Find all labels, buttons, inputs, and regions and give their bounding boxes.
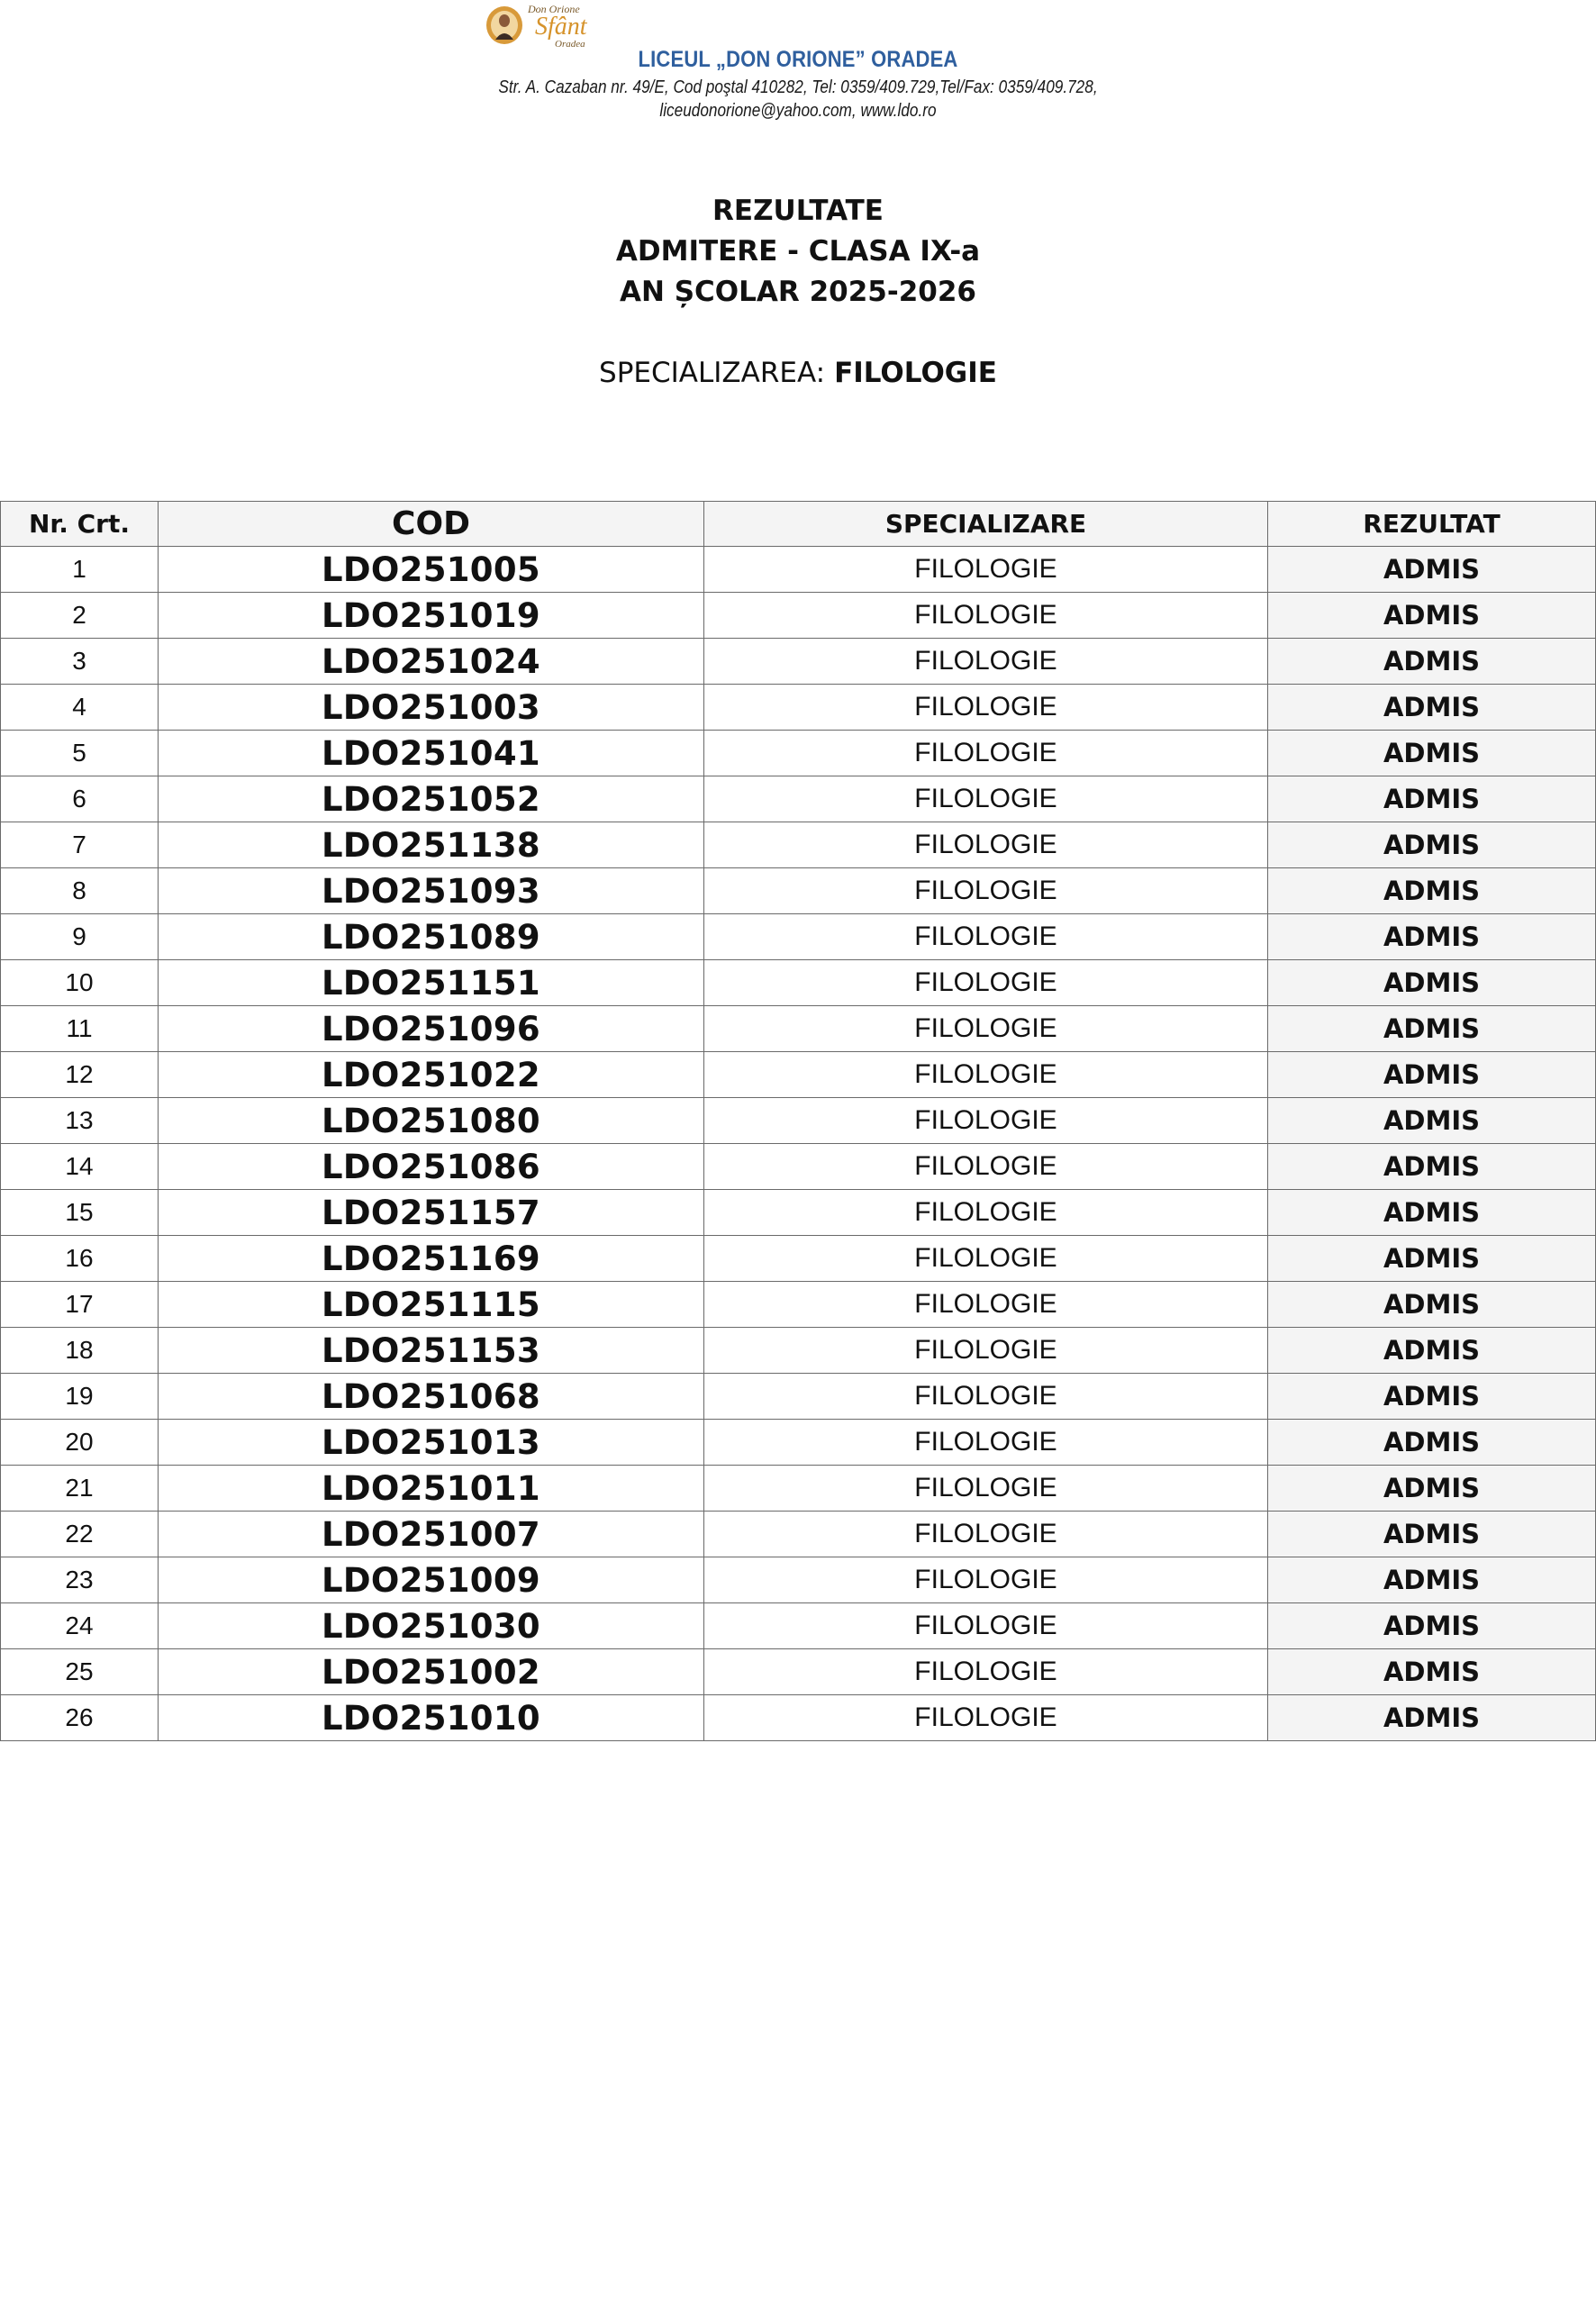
- school-address: Str. A. Cazaban nr. 49/E, Cod poştal 410282, Tel: 0359/409.729,Tel/Fax: 0359/409.728,: [498, 77, 1098, 97]
- row-result: ADMIS: [1268, 1420, 1596, 1466]
- candidate-code: LDO251157: [159, 1190, 704, 1236]
- candidate-code: LDO251138: [159, 822, 704, 868]
- row-result: ADMIS: [1268, 1557, 1596, 1603]
- logo-text-main: Sfânt: [535, 13, 587, 41]
- table-header-row: [1, 502, 1596, 547]
- row-result: ADMIS: [1268, 1512, 1596, 1557]
- candidate-code: LDO251153: [159, 1328, 704, 1374]
- table-row: [1, 868, 1596, 914]
- row-specialization: FILOLOGIE: [704, 914, 1268, 960]
- table-row: [1, 776, 1596, 822]
- row-result: ADMIS: [1268, 1006, 1596, 1052]
- row-specialization: FILOLOGIE: [704, 868, 1268, 914]
- table-row: [1, 822, 1596, 868]
- row-result: ADMIS: [1268, 547, 1596, 593]
- row-number: 12: [1, 1052, 159, 1098]
- row-specialization: FILOLOGIE: [704, 1236, 1268, 1282]
- row-number: 6: [1, 776, 159, 822]
- school-contact: liceudonorione@yahoo.com, www.ldo.ro: [659, 101, 937, 121]
- row-number: 2: [1, 593, 159, 639]
- row-number: 25: [1, 1649, 159, 1695]
- candidate-code: LDO251096: [159, 1006, 704, 1052]
- row-specialization: FILOLOGIE: [704, 1052, 1268, 1098]
- row-number: 18: [1, 1328, 159, 1374]
- candidate-code: LDO251151: [159, 960, 704, 1006]
- row-result: ADMIS: [1268, 1328, 1596, 1374]
- row-specialization: FILOLOGIE: [704, 776, 1268, 822]
- candidate-code: LDO251011: [159, 1466, 704, 1512]
- row-number: 13: [1, 1098, 159, 1144]
- row-result: ADMIS: [1268, 731, 1596, 776]
- row-number: 15: [1, 1190, 159, 1236]
- row-result: ADMIS: [1268, 639, 1596, 685]
- table-row: [1, 1420, 1596, 1466]
- table-row: [1, 1328, 1596, 1374]
- row-specialization: FILOLOGIE: [704, 731, 1268, 776]
- candidate-code: LDO251013: [159, 1420, 704, 1466]
- candidate-code: LDO251080: [159, 1098, 704, 1144]
- results-table-body: [1, 547, 1596, 1741]
- row-result: ADMIS: [1268, 868, 1596, 914]
- row-result: ADMIS: [1268, 822, 1596, 868]
- candidate-code: LDO251005: [159, 547, 704, 593]
- row-specialization: FILOLOGIE: [704, 1098, 1268, 1144]
- row-result: ADMIS: [1268, 1144, 1596, 1190]
- candidate-code: LDO251010: [159, 1695, 704, 1741]
- table-row: [1, 1144, 1596, 1190]
- document-subtitle: ADMITERE - CLASA IX-a: [615, 235, 981, 268]
- table-row: [1, 1098, 1596, 1144]
- row-number: 19: [1, 1374, 159, 1420]
- row-result: ADMIS: [1268, 1649, 1596, 1695]
- candidate-code: LDO251003: [159, 685, 704, 731]
- candidate-code: LDO251115: [159, 1282, 704, 1328]
- row-specialization: FILOLOGIE: [704, 1557, 1268, 1603]
- table-row: [1, 1557, 1596, 1603]
- row-number: 21: [1, 1466, 159, 1512]
- table-row: [1, 685, 1596, 731]
- table-row: [1, 1603, 1596, 1649]
- table-row: [1, 1190, 1596, 1236]
- row-number: 4: [1, 685, 159, 731]
- results-table: [0, 501, 1596, 1741]
- row-number: 22: [1, 1512, 159, 1557]
- row-result: ADMIS: [1268, 1374, 1596, 1420]
- row-specialization: FILOLOGIE: [704, 1006, 1268, 1052]
- table-row: [1, 593, 1596, 639]
- row-number: 8: [1, 868, 159, 914]
- row-result: ADMIS: [1268, 1190, 1596, 1236]
- specialization-line: [0, 357, 1596, 389]
- candidate-code: LDO251007: [159, 1512, 704, 1557]
- candidate-code: LDO251019: [159, 593, 704, 639]
- header-nr-crt: Nr. Crt.: [1, 502, 159, 547]
- row-specialization: FILOLOGIE: [704, 822, 1268, 868]
- row-number: 11: [1, 1006, 159, 1052]
- row-result: ADMIS: [1268, 914, 1596, 960]
- row-result: ADMIS: [1268, 1052, 1596, 1098]
- row-result: ADMIS: [1268, 1695, 1596, 1741]
- row-specialization: FILOLOGIE: [704, 1649, 1268, 1695]
- candidate-code: LDO251068: [159, 1374, 704, 1420]
- row-result: ADMIS: [1268, 1282, 1596, 1328]
- row-number: 24: [1, 1603, 159, 1649]
- specialization-value: FILOLOGIE: [834, 357, 997, 389]
- row-result: ADMIS: [1268, 960, 1596, 1006]
- candidate-code: LDO251024: [159, 639, 704, 685]
- candidate-code: LDO251002: [159, 1649, 704, 1695]
- table-row: [1, 731, 1596, 776]
- row-number: 9: [1, 914, 159, 960]
- row-specialization: FILOLOGIE: [704, 1603, 1268, 1649]
- candidate-code: LDO251089: [159, 914, 704, 960]
- row-result: ADMIS: [1268, 1603, 1596, 1649]
- table-row: [1, 547, 1596, 593]
- row-number: 20: [1, 1420, 159, 1466]
- row-specialization: FILOLOGIE: [704, 960, 1268, 1006]
- table-row: [1, 1466, 1596, 1512]
- candidate-code: LDO251022: [159, 1052, 704, 1098]
- row-number: 10: [1, 960, 159, 1006]
- school-year: AN ȘCOLAR 2025-2026: [620, 276, 976, 308]
- candidate-code: LDO251086: [159, 1144, 704, 1190]
- table-row: [1, 1282, 1596, 1328]
- table-row: [1, 1695, 1596, 1741]
- row-number: 5: [1, 731, 159, 776]
- row-result: ADMIS: [1268, 1236, 1596, 1282]
- header-specializare: SPECIALIZARE: [704, 502, 1268, 547]
- row-specialization: FILOLOGIE: [704, 1282, 1268, 1328]
- row-specialization: FILOLOGIE: [704, 1144, 1268, 1190]
- row-result: ADMIS: [1268, 1466, 1596, 1512]
- candidate-code: LDO251093: [159, 868, 704, 914]
- table-row: [1, 1236, 1596, 1282]
- document-title: REZULTATE: [712, 195, 884, 227]
- row-number: 17: [1, 1282, 159, 1328]
- table-row: [1, 1512, 1596, 1557]
- row-specialization: FILOLOGIE: [704, 1466, 1268, 1512]
- row-number: 16: [1, 1236, 159, 1282]
- row-specialization: FILOLOGIE: [704, 639, 1268, 685]
- specialization-label: SPECIALIZAREA:: [599, 357, 826, 389]
- row-specialization: FILOLOGIE: [704, 1512, 1268, 1557]
- candidate-code: LDO251041: [159, 731, 704, 776]
- row-specialization: FILOLOGIE: [704, 1328, 1268, 1374]
- school-name: LICEUL „DON ORIONE” ORADEA: [638, 47, 958, 72]
- row-number: 3: [1, 639, 159, 685]
- row-result: ADMIS: [1268, 685, 1596, 731]
- table-row: [1, 1374, 1596, 1420]
- table-row: [1, 1052, 1596, 1098]
- row-specialization: FILOLOGIE: [704, 1695, 1268, 1741]
- row-result: ADMIS: [1268, 1098, 1596, 1144]
- row-specialization: FILOLOGIE: [704, 593, 1268, 639]
- row-specialization: FILOLOGIE: [704, 1190, 1268, 1236]
- row-specialization: FILOLOGIE: [704, 1374, 1268, 1420]
- row-number: 23: [1, 1557, 159, 1603]
- header-rezultat: REZULTAT: [1268, 502, 1596, 547]
- candidate-code: LDO251052: [159, 776, 704, 822]
- row-number: 26: [1, 1695, 159, 1741]
- table-row: [1, 639, 1596, 685]
- school-logo: [483, 0, 605, 50]
- table-row: [1, 960, 1596, 1006]
- row-specialization: FILOLOGIE: [704, 685, 1268, 731]
- row-specialization: FILOLOGIE: [704, 1420, 1268, 1466]
- row-result: ADMIS: [1268, 776, 1596, 822]
- logo-text-bottom: Oradea: [555, 39, 585, 50]
- header-cod: COD: [159, 502, 704, 547]
- school-logo-graphic: [483, 0, 605, 50]
- table-row: [1, 1006, 1596, 1052]
- table-row: [1, 914, 1596, 960]
- row-number: 14: [1, 1144, 159, 1190]
- logo-text-top: Don Orione: [528, 3, 580, 15]
- row-result: ADMIS: [1268, 593, 1596, 639]
- candidate-code: LDO251169: [159, 1236, 704, 1282]
- row-number: 7: [1, 822, 159, 868]
- table-row: [1, 1649, 1596, 1695]
- row-number: 1: [1, 547, 159, 593]
- row-specialization: FILOLOGIE: [704, 547, 1268, 593]
- candidate-code: LDO251030: [159, 1603, 704, 1649]
- candidate-code: LDO251009: [159, 1557, 704, 1603]
